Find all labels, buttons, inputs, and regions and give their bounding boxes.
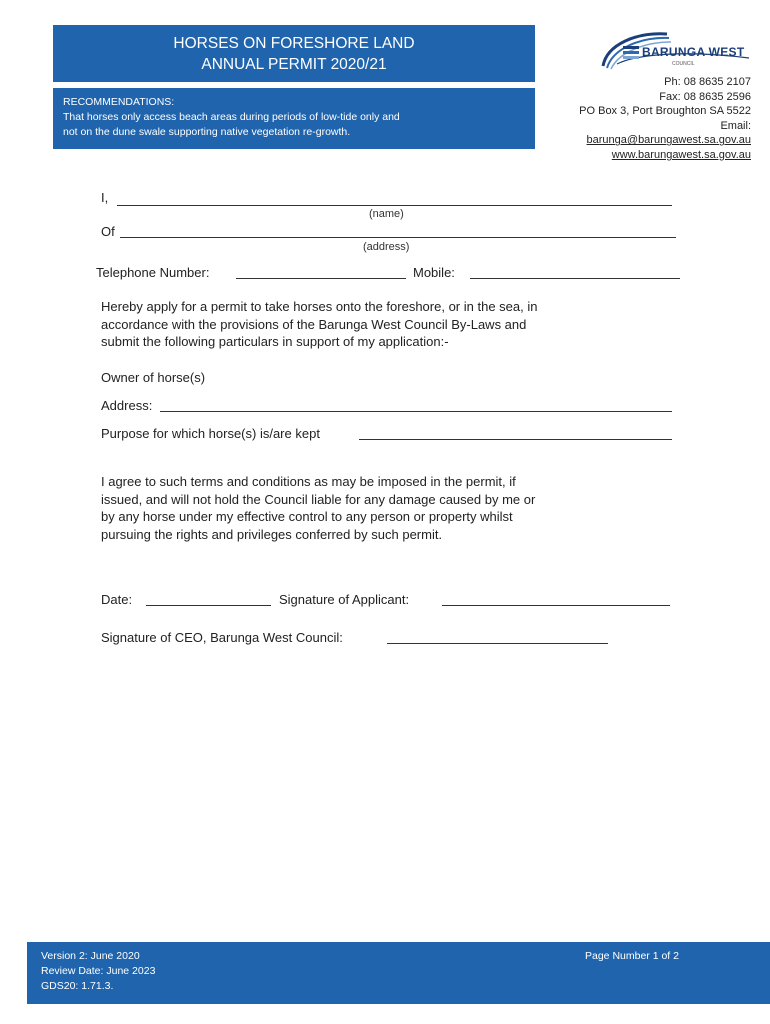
title-line-2: ANNUAL PERMIT 2020/21 <box>201 56 387 73</box>
owner-label: Owner of horse(s) <box>101 370 206 385</box>
council-logo <box>597 28 757 74</box>
title-banner <box>53 25 535 82</box>
owner-address-label: Address: <box>101 398 153 413</box>
footer-version-block <box>41 949 155 994</box>
applicant-signature-label: Signature of Applicant: <box>279 592 410 607</box>
recommendations-box <box>53 88 535 149</box>
contact-website-link[interactable]: www.barungawest.sa.gov.au <box>611 148 751 161</box>
contact-phone: Ph: 08 8635 2107 <box>664 76 751 88</box>
apply-line-3: submit the following particulars in support of my application:- <box>101 334 449 350</box>
address-caption: (address) <box>363 241 410 253</box>
apply-line-2: accordance with the provisions of the Barunga West Council By-Laws and <box>101 316 527 332</box>
mobile-label: Mobile: <box>413 265 455 280</box>
footer-review-date: Review Date: June 2023 <box>41 965 156 977</box>
agree-line-2: issued, and will not hold the Council liable for any damage caused by me or <box>101 491 536 507</box>
title-line-1: HORSES ON FORESHORE LAND <box>173 35 415 52</box>
mobile-field[interactable] <box>470 278 680 279</box>
agree-line-1: I agree to such terms and conditions as may be imposed in the permit, if <box>101 474 516 489</box>
telephone-field[interactable] <box>236 278 406 279</box>
ceo-signature-label: Signature of CEO, Barunga West Council: <box>101 630 343 645</box>
of-label: Of <box>101 224 115 239</box>
agree-line-3: by any horse under my effective control to any person or property whilst <box>101 509 513 525</box>
contact-email-link[interactable]: barunga@barungawest.sa.gov.au <box>586 134 751 147</box>
name-field[interactable] <box>117 205 672 206</box>
logo-wordmark: BARUNGA WEST <box>642 45 745 59</box>
contact-fax: Fax: 08 8635 2596 <box>659 90 751 103</box>
applicant-signature-field[interactable] <box>442 605 670 606</box>
apply-line-1: Hereby apply for a permit to take horses onto the foreshore, or in the sea, in <box>101 299 538 314</box>
purpose-label: Purpose for which horse(s) is/are kept <box>101 426 320 441</box>
footer-page-number: Page Number 1 of 2 <box>585 950 679 962</box>
contact-po-box: PO Box 3, Port Broughton SA 5522 <box>579 105 751 118</box>
i-label: I, <box>101 190 109 205</box>
recommendations-heading: RECOMMENDATIONS: <box>63 96 175 108</box>
contact-email-label: Email: <box>720 119 751 132</box>
contact-details <box>579 75 751 163</box>
ceo-signature-field[interactable] <box>387 643 608 644</box>
footer-bar <box>27 942 770 1004</box>
footer-version: Version 2: June 2020 <box>41 950 140 962</box>
logo-subtitle: COUNCIL <box>672 61 695 67</box>
agreement-paragraph <box>101 473 661 543</box>
date-field[interactable] <box>146 605 271 606</box>
name-caption: (name) <box>369 208 404 220</box>
telephone-label: Telephone Number: <box>96 265 210 280</box>
application-paragraph <box>101 298 661 351</box>
owner-address-field[interactable] <box>160 411 672 412</box>
recommendations-line-1: That horses only access beach areas during periods of low-tide only and <box>63 111 400 123</box>
recommendations-line-2: not on the dune swale supporting native vegetation re-growth. <box>63 126 351 138</box>
agree-line-4: pursuing the rights and privileges conferred by such permit. <box>101 526 443 542</box>
footer-code: GDS20: 1.71.3. <box>41 980 114 992</box>
date-label: Date: <box>101 592 133 607</box>
purpose-field[interactable] <box>359 439 672 440</box>
applicant-address-field[interactable] <box>120 237 676 238</box>
